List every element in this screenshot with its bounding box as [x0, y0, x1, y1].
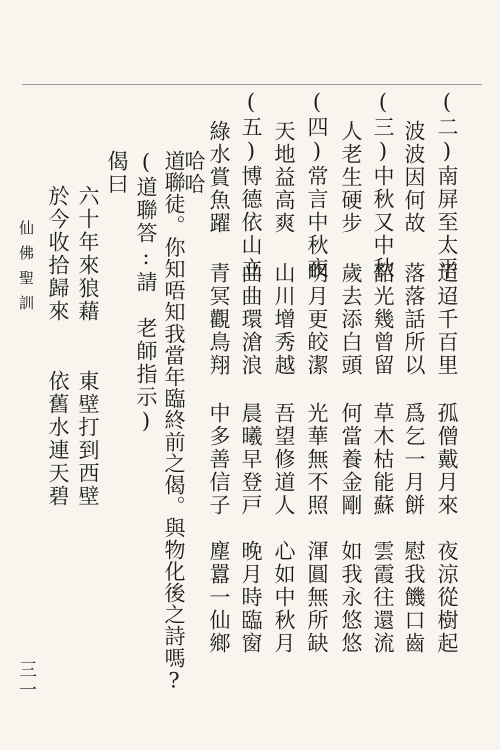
- poem-line: 韶光幾曾留: [371, 262, 395, 377]
- poem-line: (五)博德依山立: [239, 90, 263, 280]
- margin-title: 仙佛聖訓: [17, 220, 35, 320]
- poem-line: 波波因何故: [402, 120, 426, 235]
- question-text: 道聯徒。你知唔知我當年臨終前之偈。與物化後之詩嗎?: [162, 150, 186, 693]
- poem-line: 中多善信子: [207, 402, 231, 517]
- poem-line: 曲曲環滄浪: [239, 262, 263, 377]
- poem-line: 草木枯能蘇: [371, 402, 395, 517]
- answer-text: (道聯答:請 老師指示): [134, 150, 158, 435]
- poem-line: 塵囂一仙鄉: [207, 540, 231, 655]
- poem-line: 山川增秀越: [272, 262, 296, 377]
- poem-line: 慰我饑口齒: [402, 540, 426, 655]
- top-rule: [22, 84, 482, 85]
- poem-line: (三)中秋又中秋: [371, 90, 395, 280]
- poem-line: 雲霞往還流: [371, 540, 395, 655]
- poem-line: 爲乞一月餅: [402, 402, 426, 517]
- poem-line: 迢迢千百里: [435, 262, 459, 377]
- poem-line: 夜涼從樹起: [435, 540, 459, 655]
- poem-line: 晨曦早登戸: [239, 402, 263, 517]
- verse-heading: 偈曰: [105, 150, 129, 196]
- poem-line: 晚月時臨窗: [239, 540, 263, 655]
- verse-line: 東壁打到西壁: [76, 370, 100, 508]
- poem-line: 吾望修道人: [272, 402, 296, 517]
- poem-line: 人老生硬步: [339, 120, 363, 235]
- poem-line: (二)南屏至太平: [435, 90, 459, 280]
- poem-line: 心如中秋月: [272, 540, 296, 655]
- verse-line: 於今收拾歸來: [46, 185, 70, 323]
- page-number: 三一: [16, 660, 37, 700]
- poem-line: 歲去添白頭: [339, 262, 363, 377]
- laugh-text: 哈哈: [182, 150, 206, 196]
- poem-line: 孤僧戴月來: [435, 402, 459, 517]
- poem-line: 綠水賞魚躍: [207, 120, 231, 235]
- verse-line: 六十年來狼藉: [76, 185, 100, 323]
- poem-line: 光華無不照: [305, 402, 329, 517]
- poem-line: 渾圓無所缺: [305, 540, 329, 655]
- poem-line: 青冥觀鳥翔: [207, 262, 231, 377]
- poem-line: 天地益高爽: [272, 120, 296, 235]
- poem-line: 何當養金剛: [339, 402, 363, 517]
- poem-line: 如我永悠悠: [339, 540, 363, 655]
- poem-line: 明月更皎潔: [305, 262, 329, 377]
- poem-line: 落落話所以: [402, 262, 426, 377]
- verse-line: 依舊水連天碧: [46, 370, 70, 508]
- poem-line: (四)常言中秋夜: [305, 90, 329, 280]
